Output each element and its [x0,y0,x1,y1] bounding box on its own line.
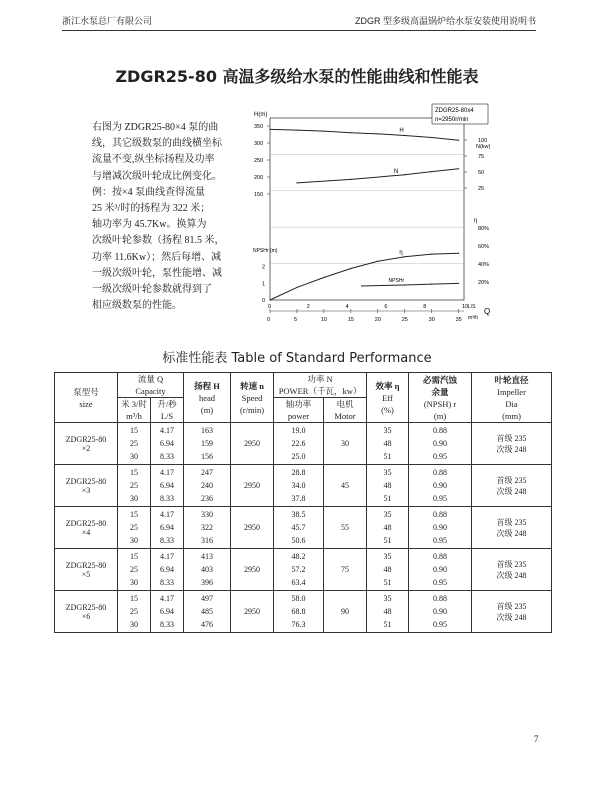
m3h-tick-label: 25 [401,317,408,323]
ls-tick-label: 8 [423,304,427,310]
paragraph-line: 流量不变,纵坐标扬程及功率 [92,154,215,166]
page-title: ZDGR25-80 高温多级给水泵的性能曲线和性能表 [115,67,479,86]
flow-ls-cell-value: 6.94 [160,523,174,532]
paragraph-line: 相应级数泵的性能。 [92,300,182,312]
flow-m3h-cell-value: 25 [130,607,138,616]
efficiency-cell [367,591,409,633]
npsh-cell-value: 0.88 [433,426,448,435]
speed-cell: 2950 [231,507,274,549]
eff-axis-label: η [474,218,478,224]
curve-point [431,254,432,255]
head-cell-value: 485 [201,607,213,616]
efficiency-cell [367,549,409,591]
flow-m3h-cell-value: 30 [130,452,138,461]
efficiency-cell-value: 35 [383,426,392,435]
efficiency-cell-value: 35 [383,468,392,477]
flow-ls-cell-value: 4.17 [160,426,174,435]
header-speed: 转速 n Speed (r/min) [231,373,274,423]
model-cell: ZDGR25-80 ×4 [55,507,118,549]
npsh-tick-label: 0 [262,298,266,304]
flow-ls-cell [151,507,184,549]
head-tick-label: 200 [254,175,264,181]
paragraph-line: 线，其它级数泵的曲线横坐标 [92,138,222,150]
performance-curve-chart [252,100,500,332]
head-cell-value: 156 [201,452,213,461]
flow-ls-cell-value: 4.17 [160,552,174,561]
eff-tick-label: 80% [478,226,490,232]
shaft-power-cell-value: 48.2 [291,552,306,561]
head-axis-label: H(m) [254,112,268,118]
curve-point [350,179,351,180]
header-flow-m3h: 米 3/时 m³/h [118,398,151,423]
npsh-cell-value: 0.95 [433,452,448,461]
ls-tick-label: 2 [306,304,310,310]
curve-point [296,182,297,183]
efficiency-cell-value: 48 [383,565,392,574]
m3h-tick-label: 5 [293,317,298,323]
header-head: 扬程 H head (m) [184,373,231,423]
power-axis-label: N(kw) [476,144,491,150]
flow-m3h-cell-value: 15 [130,468,138,477]
head-cell-value: 476 [201,620,213,629]
header-flow: 流量 Q Capacity [118,373,184,398]
shaft-power-cell [274,507,324,549]
flow-ls-cell-value: 6.94 [160,481,174,490]
shaft-power-cell-value: 38.5 [291,510,306,519]
shaft-power-cell-value: 25.0 [291,452,306,461]
flow-ls-cell-value: 6.94 [160,565,174,574]
shaft-power-cell [274,549,324,591]
eff-tick-label: 60% [478,244,490,250]
header-efficiency: 效率 η Eff (%) [367,373,409,423]
curve-n [297,169,459,183]
flow-ls-cell-value: 8.33 [160,452,174,461]
shaft-power-cell [274,591,324,633]
head-cell [184,507,231,549]
efficiency-cell-value: 51 [383,536,392,545]
npsh-cell-value: 0.90 [433,523,448,532]
paragraph-line: 右图为 ZDGR25-80×4 泵的曲 [92,122,219,133]
flow-m3h-cell [118,591,151,633]
power-tick-label: 25 [478,186,485,192]
curve-point [361,285,362,286]
ls-tick-label: 6 [384,304,388,310]
paragraph-line: 轴功率为 45.7Kw。换算为 [92,219,207,231]
table-row [55,507,552,549]
flow-m3h-cell-value: 15 [130,594,138,603]
flow-ls-cell [151,591,184,633]
manual-title: ZDGR 型多级高温锅炉给水泵安装使用说明书 [355,16,536,26]
shaft-power-cell-value: 28.8 [291,468,306,477]
company-name: 浙江水泵总厂有限公司 [62,16,153,26]
head-cell-value: 497 [201,594,213,603]
paragraph-line: 功率 11.6Kw）；然后每增、减 [92,251,222,263]
flow-m3h-cell-value: 15 [130,426,138,435]
efficiency-cell-value: 51 [383,452,392,461]
impeller-cell: 首级 235 次级 248 [472,423,552,465]
flow-m3h-cell-value: 25 [130,439,138,448]
page-number: 7 [534,734,539,744]
header-motor: 电机 Motor [324,398,367,423]
shaft-power-cell-value: 57.2 [291,565,306,574]
efficiency-cell-value: 51 [383,578,392,587]
head-tick-label: 350 [254,124,264,130]
head-cell-value: 322 [201,523,213,532]
power-tick-label: 75 [478,154,485,160]
head-cell [184,591,231,633]
curve-point [431,171,432,172]
curve-point [269,129,270,130]
description-paragraph [92,120,242,314]
efficiency-cell-value: 35 [383,510,392,519]
head-cell [184,423,231,465]
curve-point [431,137,432,138]
curve-eff [270,253,459,300]
flow-m3h-cell [118,423,151,465]
efficiency-cell-value: 35 [383,552,392,561]
efficiency-cell [367,507,409,549]
curve-point [404,284,405,285]
npsh-cell [409,465,472,507]
table-title: 标准性能表 Table of Standard Performance [162,351,432,366]
power-curve-label: N [393,169,399,176]
shaft-power-cell-value: 22.6 [291,439,306,448]
npsh-cell-value: 0.88 [433,468,448,477]
npsh-tick-label: 1 [262,281,266,288]
curve-point [323,277,324,278]
ls-tick-label: 10 [462,304,469,310]
paragraph-line: 一级次级叶轮参数就得到了 [92,284,212,296]
flow-m3h-cell-value: 30 [130,578,138,587]
curve-point [269,299,270,300]
head-cell-value: 403 [201,565,213,574]
curve-point [404,256,405,257]
efficiency-cell [367,423,409,465]
flow-ls-cell-value: 8.33 [160,578,174,587]
flow-ls-cell-value: 4.17 [160,468,174,477]
header-model: 泵型号 size [55,373,118,423]
m3h-tick-label: 35 [455,317,462,323]
paragraph-line: 例：按×4 泵曲线查得流量 [92,186,206,198]
flow-m3h-cell-value: 15 [130,510,138,519]
curve-point [350,132,351,133]
curve-point [350,268,351,269]
paragraph-line: 一级次级叶轮，泵性能增、减 [92,267,222,279]
flow-ls-cell [151,465,184,507]
shaft-power-cell-value: 68.8 [291,607,306,616]
npsh-tick-label: 2 [262,264,266,271]
shaft-power-cell-value: 19.0 [291,426,306,435]
motor-cell: 55 [324,507,367,549]
shaft-power-cell-value: 50.6 [291,536,306,545]
page-header [62,10,536,31]
shaft-power-cell-value: 76.3 [291,620,306,629]
speed-cell: 2950 [231,591,274,633]
flow-ls-cell-value: 6.94 [160,607,174,616]
flow-ls-cell [151,423,184,465]
npsh-cell [409,549,472,591]
curve-point [458,283,459,284]
head-cell-value: 316 [201,536,213,545]
shaft-power-cell-value: 58.0 [291,594,306,603]
npsh-cell-value: 0.88 [433,510,448,519]
speed-cell: 2950 [231,423,274,465]
npsh-cell-value: 0.95 [433,620,448,629]
head-tick-label: 150 [254,192,264,198]
flow-ls-cell-value: 6.94 [160,439,174,448]
curve-point [458,168,459,169]
shaft-power-cell [274,423,324,465]
efficiency-cell-value: 51 [383,620,392,629]
flow-m3h-cell [118,507,151,549]
npsh-cell-value: 0.90 [433,481,448,490]
eff-curve-label: η [399,249,403,256]
curve-point [404,135,405,136]
eff-tick-label: 40% [478,262,490,268]
table-row [55,423,552,465]
ls-tick-label: 0 [268,304,272,310]
flow-m3h-cell-value: 30 [130,494,138,503]
curve-point [377,261,378,262]
motor-cell: 45 [324,465,367,507]
efficiency-cell-value: 51 [383,494,392,503]
npsh-axis-label: NPSHr (m) [253,248,278,254]
flow-ls-cell-value: 8.33 [160,536,174,545]
curve-point [296,129,297,130]
shaft-power-cell-value: 34.0 [291,481,306,490]
power-tick-label: 50 [478,170,485,176]
eff-tick-label: 20% [478,280,490,286]
curve-point [296,287,297,288]
efficiency-cell-value: 48 [383,439,392,448]
head-cell-value: 159 [201,439,213,448]
plot-frame [270,118,464,300]
speed-cell: 2950 [231,549,274,591]
head-cell-value: 413 [201,552,213,561]
header-power: 功率 N POWER（千瓦，kw） [274,373,367,398]
paragraph-line: 25 米³/时的扬程为 322 米； [92,203,211,215]
npsh-cell-value: 0.95 [433,536,448,545]
flow-ls-cell-value: 8.33 [160,620,174,629]
curve-h [270,129,459,140]
performance-table [54,372,552,633]
header-npsh: 必需汽蚀 余量 (NPSH) r (m) [409,373,472,423]
shaft-power-cell-value: 37.8 [291,494,306,503]
flow-m3h-cell-value: 25 [130,523,138,532]
flow-ls-cell-value: 8.33 [160,494,174,503]
npsh-cell-value: 0.90 [433,439,448,448]
efficiency-cell-value: 48 [383,523,392,532]
npsh-cell-value: 0.88 [433,594,448,603]
curve-point [323,131,324,132]
npsh-cell-value: 0.95 [433,578,448,587]
motor-cell: 75 [324,549,367,591]
head-tick-label: 300 [254,141,264,147]
chart-svg [252,100,500,332]
efficiency-cell-value: 48 [383,481,392,490]
npsh-cell-value: 0.90 [433,565,448,574]
curve-point [458,140,459,141]
npsh-cell [409,591,472,633]
speed-cell: 2950 [231,465,274,507]
efficiency-cell [367,465,409,507]
m3h-axis-label: m³/h [468,315,478,321]
head-cell-value: 240 [201,481,213,490]
motor-cell: 90 [324,591,367,633]
head-cell-value: 247 [201,468,213,477]
table-row [55,549,552,591]
paragraph-line: 次级叶轮参数（扬程 81.5 米， [92,235,225,247]
head-cell-value: 163 [201,426,213,435]
flow-m3h-cell [118,465,151,507]
npsh-cell-value: 0.90 [433,607,448,616]
flow-ls-cell-value: 4.17 [160,594,174,603]
table-row [55,465,552,507]
legend-model: ZDGR25-80x4 [435,108,474,114]
npsh-cell [409,507,472,549]
ls-axis-label: L/S [468,304,476,310]
curve-point [377,133,378,134]
head-cell-value: 396 [201,578,213,587]
shaft-power-cell-value: 63.4 [291,578,306,587]
model-cell: ZDGR25-80 ×2 [55,423,118,465]
paragraph-line: 与增减次级叶轮成比例变化。 [92,170,222,182]
q-axis-label: Q [484,307,491,316]
ls-tick-label: 4 [345,304,349,310]
m3h-tick-label: 10 [320,317,328,323]
impeller-cell: 首级 235 次级 248 [472,591,552,633]
npsh-cell [409,423,472,465]
flow-m3h-cell-value: 25 [130,481,138,490]
flow-ls-cell [151,549,184,591]
efficiency-cell-value: 35 [383,594,392,603]
header-impeller: 叶轮直径 Impeller Dia (mm) [472,373,552,423]
m3h-tick-label: 0 [267,317,271,323]
motor-cell: 30 [324,423,367,465]
header-flow-ls: 升/秒 L/S [151,398,184,423]
impeller-cell: 首级 235 次级 248 [472,507,552,549]
impeller-cell: 首级 235 次级 248 [472,549,552,591]
flow-m3h-cell-value: 30 [130,620,138,629]
shaft-power-cell-value: 45.7 [291,523,306,532]
curve-point [458,253,459,254]
m3h-tick-label: 15 [347,317,354,323]
legend-speed: n=2950r/min [435,117,469,123]
flow-m3h-cell-value: 25 [130,565,138,574]
impeller-cell: 首级 235 次级 248 [472,465,552,507]
power-tick-label: 100 [478,138,488,144]
efficiency-cell-value: 48 [383,607,392,616]
table-row [55,591,552,633]
head-tick-label: 250 [254,158,264,164]
head-curve-label: H [399,127,404,134]
curve-point [431,284,432,285]
m3h-tick-label: 30 [428,317,435,323]
curve-npshr [362,283,459,286]
npsh-cell-value: 0.88 [433,552,448,561]
shaft-power-cell [274,465,324,507]
head-cell [184,549,231,591]
head-cell-value: 330 [201,510,213,519]
m3h-tick-label: 20 [374,317,381,323]
flow-m3h-cell-value: 15 [130,552,138,561]
model-cell: ZDGR25-80 ×3 [55,465,118,507]
flow-ls-cell-value: 4.17 [160,510,174,519]
model-cell: ZDGR25-80 ×5 [55,549,118,591]
head-cell [184,465,231,507]
model-cell: ZDGR25-80 ×6 [55,591,118,633]
header-shaft-power: 轴功率 power [274,398,324,423]
curve-point [404,174,405,175]
npsh-cell-value: 0.95 [433,494,448,503]
flow-m3h-cell [118,549,151,591]
head-cell-value: 236 [201,494,213,503]
flow-m3h-cell-value: 30 [130,536,138,545]
npsh-curve-label: NPSHr [388,278,405,284]
